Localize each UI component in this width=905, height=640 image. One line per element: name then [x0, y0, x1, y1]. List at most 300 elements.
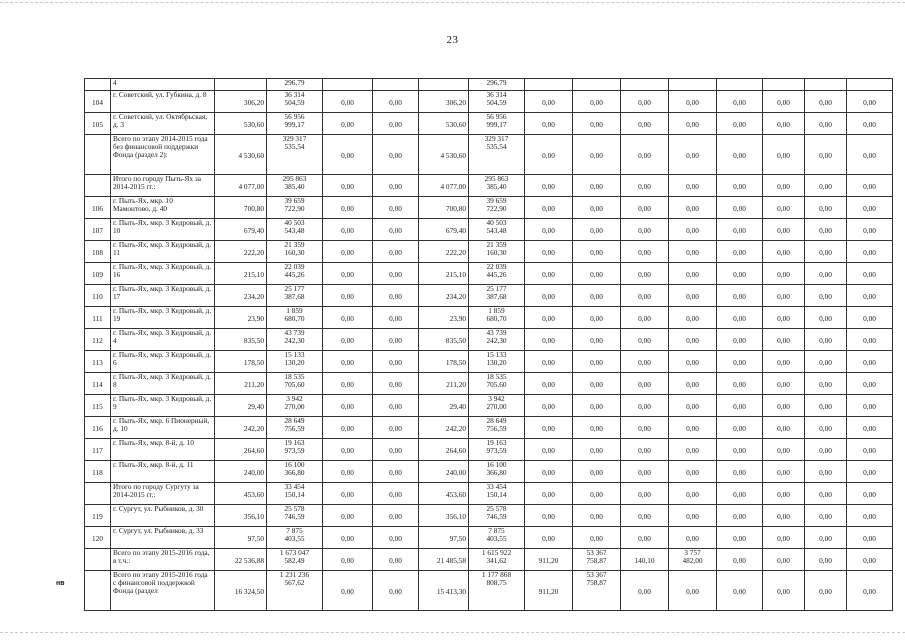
area2-cell: 234,20: [419, 285, 469, 307]
extra-cell: 0,00: [763, 307, 805, 329]
extra-cell: 0,00: [621, 135, 669, 175]
cost2-cell-line2: 270,00: [486, 402, 507, 412]
extra-cell: 0,00: [621, 175, 669, 197]
row-description: Итого по городу Сургуту за 2014-2015 гг.:: [111, 483, 215, 505]
extra-cell: 0,00: [763, 571, 805, 611]
extra-cell: 0,00: [525, 351, 573, 373]
cost2-cell-line1: 43 739: [486, 328, 507, 337]
cost2-cell-line1: 296,79: [486, 78, 507, 87]
extra-cell: 0,00: [669, 461, 717, 483]
budget-cell: 0,00: [373, 483, 419, 505]
budget-cell: [373, 79, 419, 91]
extra-cell: 0,00: [669, 135, 717, 175]
area-cell: 234,20: [215, 285, 267, 307]
scan-edge-bottom: [0, 632, 905, 633]
budget-cell: 0,00: [373, 351, 419, 373]
row-description: г. Пыть-Ях, мкр. 3 Кедровый, д. 11: [111, 241, 215, 263]
extra-cell: 0,00: [763, 219, 805, 241]
extra-cell: 0,00: [621, 461, 669, 483]
budget-cell: 0,00: [373, 219, 419, 241]
extra-cell: 0,00: [805, 373, 847, 395]
area2-cell: 21 485,58: [419, 549, 469, 571]
area-cell: 4 077,00: [215, 175, 267, 197]
row-number: 118: [85, 461, 111, 483]
table-row: [85, 373, 893, 395]
extra-cell: 0,00: [525, 417, 573, 439]
cost2-cell-line1: 33 454: [486, 482, 507, 491]
cost2-cell: [469, 91, 525, 113]
extra-cell: 0,00: [525, 91, 573, 113]
area-cell: 679,40: [215, 219, 267, 241]
cost-cell-line1: 7 875: [286, 526, 303, 535]
extra-cell: 0,00: [763, 527, 805, 549]
extra-cell: 0,00: [805, 175, 847, 197]
budget-cell: 0,00: [373, 417, 419, 439]
extra-cell: 0,00: [763, 461, 805, 483]
fund-cell: 0,00: [323, 549, 373, 571]
cost-cell: [267, 461, 323, 483]
extra-cell: 0,00: [621, 263, 669, 285]
extra-cell: 0,00: [805, 417, 847, 439]
table-row: [85, 549, 893, 571]
cost2-cell-line1: 28 649: [486, 416, 507, 425]
extra-cell: [805, 79, 847, 91]
budget-cell: 0,00: [373, 113, 419, 135]
row-number: 117: [85, 439, 111, 461]
extra-cell: 0,00: [763, 241, 805, 263]
extra-cell: 0,00: [717, 549, 763, 571]
extra-cell: 0,00: [669, 219, 717, 241]
extra-cell: 0,00: [669, 113, 717, 135]
extra-cell: 0,00: [847, 439, 893, 461]
table-row: [85, 91, 893, 113]
area2-cell: 240,00: [419, 461, 469, 483]
row-number: 104: [85, 91, 111, 113]
extra-cell: 0,00: [669, 483, 717, 505]
extra-cell: 0,00: [669, 439, 717, 461]
cost2-cell: [469, 505, 525, 527]
cost-cell-line2: 160,30: [284, 248, 305, 258]
extra-cell: 0,00: [805, 91, 847, 113]
cost2-cell: [469, 197, 525, 219]
table-body: [85, 79, 893, 611]
table-row: [85, 329, 893, 351]
extra-cell: 0,00: [573, 285, 621, 307]
extra-cell: 0,00: [805, 505, 847, 527]
table-row: [85, 461, 893, 483]
row-description: г. Сургут, ул. Рыбников, д. 30: [111, 505, 215, 527]
extra-cell: 0,00: [763, 135, 805, 175]
row-number: 109: [85, 263, 111, 285]
cost-cell-line2: 445,26: [284, 270, 305, 280]
cost2-cell-line1: 36 314: [486, 90, 507, 99]
cost2-cell-line1: 1 615 922: [481, 548, 512, 557]
fund-cell: 0,00: [323, 263, 373, 285]
cost-cell: [267, 417, 323, 439]
cost2-cell-line2: 242,30: [486, 336, 507, 346]
extra-cell-line: 758,87: [586, 578, 607, 588]
cost2-cell-line2: 150,14: [486, 490, 507, 500]
cost-cell-line2: 543,48: [284, 226, 305, 236]
extra-cell: 0,00: [669, 395, 717, 417]
cost-cell-line2: 582,49: [284, 556, 305, 566]
extra-cell: 0,00: [573, 505, 621, 527]
row-number: 105: [85, 113, 111, 135]
extra-cell: 911,20: [525, 549, 573, 571]
cost2-cell: [469, 439, 525, 461]
row-description: г. Пыть-Ях, мкр. 3 Кедровый, д. 8: [111, 373, 215, 395]
budget-cell: 0,00: [373, 461, 419, 483]
extra-cell: 0,00: [847, 505, 893, 527]
row-description: Итого по городу Пыть-Ях за 2014-2015 гг.:: [111, 175, 215, 197]
cost-cell-line2: 535,54: [284, 142, 305, 152]
row-description: г. Пыть-Ях, мкр. 3 Кедровый, д. 4: [111, 329, 215, 351]
extra-cell: 0,00: [847, 329, 893, 351]
cost2-cell-line2: 705,60: [486, 380, 507, 390]
extra-cell: 0,00: [621, 91, 669, 113]
area-cell: 453,60: [215, 483, 267, 505]
area2-cell: 530,60: [419, 113, 469, 135]
area-cell: 700,80: [215, 197, 267, 219]
extra-cell: 0,00: [621, 505, 669, 527]
extra-cell: 0,00: [573, 113, 621, 135]
cost-cell-line2: 403,55: [284, 534, 305, 544]
budget-cell: 0,00: [373, 197, 419, 219]
table-row: [85, 219, 893, 241]
cost2-cell-line2: 808,75: [486, 578, 507, 588]
extra-cell: 0,00: [847, 395, 893, 417]
area-cell: 29,40: [215, 395, 267, 417]
cost-cell-line1: 25 177: [284, 284, 305, 293]
fund-cell: 0,00: [323, 91, 373, 113]
row-description: г. Пыть-Ях, мкр. 3 Кедровый, д. 10: [111, 219, 215, 241]
area2-cell: 4 530,60: [419, 135, 469, 175]
cost2-cell-line2: 341,62: [486, 556, 507, 566]
budget-cell: 0,00: [373, 175, 419, 197]
cost2-cell: [469, 219, 525, 241]
extra-cell: 0,00: [805, 219, 847, 241]
cost-cell-line2: 504,59: [284, 98, 305, 108]
area-cell: 178,50: [215, 351, 267, 373]
cost2-cell-line2: 973,59: [486, 446, 507, 456]
fund-cell: 0,00: [323, 439, 373, 461]
extra-cell: 0,00: [805, 307, 847, 329]
extra-cell: 0,00: [669, 527, 717, 549]
extra-cell: 0,00: [847, 113, 893, 135]
extra-cell: 0,00: [717, 527, 763, 549]
extra-cell: 0,00: [717, 175, 763, 197]
extra-cell: [573, 571, 621, 611]
cost-cell-line2: 270,00: [284, 402, 305, 412]
fund-cell: 0,00: [323, 135, 373, 175]
table-row: [85, 439, 893, 461]
fund-cell: 0,00: [323, 285, 373, 307]
cost2-cell-line2: 746,59: [486, 512, 507, 522]
extra-cell: [847, 79, 893, 91]
extra-cell: 0,00: [669, 307, 717, 329]
cost-cell: [267, 219, 323, 241]
extra-cell: 0,00: [717, 285, 763, 307]
extra-cell: 0,00: [525, 527, 573, 549]
extra-cell: 0,00: [525, 505, 573, 527]
extra-cell: 0,00: [847, 285, 893, 307]
budget-cell: 0,00: [373, 263, 419, 285]
extra-cell: 0,00: [805, 549, 847, 571]
extra-cell: 0,00: [621, 113, 669, 135]
table-row: [85, 395, 893, 417]
extra-cell: [621, 79, 669, 91]
budget-cell: 0,00: [373, 527, 419, 549]
budget-cell: 0,00: [373, 135, 419, 175]
extra-cell: 0,00: [763, 549, 805, 571]
cost-cell: [267, 113, 323, 135]
area2-cell: 835,50: [419, 329, 469, 351]
cost-cell-line1: 1 859: [286, 306, 303, 315]
row-description: г. Пыть-Ях, мкр. 3 Кедровый, д. 16: [111, 263, 215, 285]
extra-cell: 0,00: [805, 113, 847, 135]
row-description: г. Пыть-Ях, мкр. 10 Мамонтово, д. 40: [111, 197, 215, 219]
extra-cell: 0,00: [847, 527, 893, 549]
area2-cell: 23,90: [419, 307, 469, 329]
cost-cell: [267, 483, 323, 505]
extra-cell: 0,00: [717, 373, 763, 395]
area2-cell: 215,10: [419, 263, 469, 285]
cost2-cell-line2: 680,70: [486, 314, 507, 324]
cost2-cell-line1: 7 875: [488, 526, 505, 535]
cost2-cell-line2: 387,68: [486, 292, 507, 302]
extra-cell: 0,00: [669, 285, 717, 307]
extra-cell: 0,00: [621, 241, 669, 263]
table-row: [85, 79, 893, 91]
extra-cell: 0,00: [805, 197, 847, 219]
row-number: 113: [85, 351, 111, 373]
extra-cell: [669, 79, 717, 91]
area-cell: 97,50: [215, 527, 267, 549]
area2-cell: 356,10: [419, 505, 469, 527]
extra-cell: 0,00: [763, 113, 805, 135]
cost2-cell-line2: 504,59: [486, 98, 507, 108]
extra-cell: 0,00: [763, 417, 805, 439]
extra-cell: 0,00: [573, 91, 621, 113]
extra-cell: 0,00: [763, 175, 805, 197]
cost-cell-line1: 43 739: [284, 328, 305, 337]
extra-cell: 0,00: [717, 91, 763, 113]
cost-cell: [267, 285, 323, 307]
budget-cell: 0,00: [373, 395, 419, 417]
row-number: [85, 175, 111, 197]
cost-cell: [267, 395, 323, 417]
area-cell: 22 536,88: [215, 549, 267, 571]
cost2-cell-line2: 535,54: [486, 142, 507, 152]
cost-cell-line2: 999,17: [284, 120, 305, 130]
cost2-cell-line1: 295 863: [484, 174, 509, 183]
extra-cell: 0,00: [847, 373, 893, 395]
fund-cell: 0,00: [323, 395, 373, 417]
table-row: [85, 527, 893, 549]
table-row: [85, 505, 893, 527]
extra-cell: 0,00: [717, 483, 763, 505]
row-number: 112: [85, 329, 111, 351]
extra-cell: 0,00: [847, 483, 893, 505]
cost2-cell-line1: 329 317: [484, 134, 509, 143]
area-cell: 4 530,60: [215, 135, 267, 175]
extra-cell: 0,00: [525, 483, 573, 505]
extra-cell: 0,00: [573, 219, 621, 241]
extra-cell: 0,00: [717, 461, 763, 483]
cost2-cell-line1: 16 100: [486, 460, 507, 469]
fund-cell: 0,00: [323, 351, 373, 373]
cost-cell: [267, 307, 323, 329]
area2-cell: [419, 79, 469, 91]
cost2-cell-line2: 756,59: [486, 424, 507, 434]
row-description: Всего по этапу 2015-2016 года с финансовой поддержкой Фонда (раздел: [111, 571, 215, 611]
cost2-cell-line1: 3 942: [488, 394, 505, 403]
cost2-cell: [469, 113, 525, 135]
cost-cell-line1: 18 535: [284, 372, 305, 381]
extra-cell: 0,00: [717, 135, 763, 175]
cost-cell-line1: 1 231 236: [279, 570, 310, 579]
cost2-cell: [469, 373, 525, 395]
cost-cell-line2: 130,20: [284, 358, 305, 368]
cost-cell: [267, 241, 323, 263]
extra-cell: 0,00: [669, 197, 717, 219]
row-number: [85, 483, 111, 505]
cost2-cell-line2: 999,17: [486, 120, 507, 130]
extra-cell-line: 482,00: [682, 556, 703, 566]
extra-cell: 0,00: [573, 351, 621, 373]
extra-cell: [717, 79, 763, 91]
extra-cell: 0,00: [573, 373, 621, 395]
cost-cell-line1: 16 100: [284, 460, 305, 469]
extra-cell: 0,00: [525, 197, 573, 219]
table-row: [85, 483, 893, 505]
row-number: 114: [85, 373, 111, 395]
extra-cell: 0,00: [847, 461, 893, 483]
extra-cell: 0,00: [573, 175, 621, 197]
extra-cell: 0,00: [847, 307, 893, 329]
extra-cell: 0,00: [621, 483, 669, 505]
row-description: г. Пыть-Ях, мкр. 3 Кедровый, д. 9: [111, 395, 215, 417]
cost2-cell: [469, 483, 525, 505]
table-row: [85, 571, 893, 611]
cost-cell: [267, 197, 323, 219]
data-table: [84, 78, 893, 611]
row-number: 120: [85, 527, 111, 549]
area-cell: 23,90: [215, 307, 267, 329]
extra-cell: [669, 549, 717, 571]
extra-cell: 0,00: [525, 439, 573, 461]
cost-cell: [267, 175, 323, 197]
extra-cell: 0,00: [805, 461, 847, 483]
extra-cell: 0,00: [573, 263, 621, 285]
extra-cell: 0,00: [847, 549, 893, 571]
extra-cell: 0,00: [805, 439, 847, 461]
extra-cell: 0,00: [669, 329, 717, 351]
row-number: [85, 571, 111, 611]
area2-cell: 264,60: [419, 439, 469, 461]
cost-cell-line2: 567,62: [284, 578, 305, 588]
cost-cell-line1: 1 673 047: [279, 548, 310, 557]
area2-cell: 222,20: [419, 241, 469, 263]
extra-cell: 0,00: [805, 135, 847, 175]
cost-cell: [267, 505, 323, 527]
area-cell: 306,20: [215, 91, 267, 113]
budget-cell: 0,00: [373, 91, 419, 113]
table-row: [85, 241, 893, 263]
fund-cell: 0,00: [323, 113, 373, 135]
fund-cell: 0,00: [323, 483, 373, 505]
extra-cell: 0,00: [763, 483, 805, 505]
row-number: [85, 549, 111, 571]
row-number: [85, 79, 111, 91]
cost2-cell-line1: 25 578: [486, 504, 507, 513]
area-cell: 530,60: [215, 113, 267, 135]
extra-cell: 0,00: [621, 571, 669, 611]
extra-cell: 0,00: [573, 527, 621, 549]
row-description: 4: [111, 79, 215, 91]
row-description: г. Сургут, ул. Рыбников, д. 33: [111, 527, 215, 549]
extra-cell: 0,00: [717, 307, 763, 329]
extra-cell: 0,00: [847, 219, 893, 241]
extra-cell: 0,00: [573, 307, 621, 329]
area2-cell: 178,50: [419, 351, 469, 373]
extra-cell: 0,00: [573, 483, 621, 505]
extra-cell: 0,00: [669, 241, 717, 263]
cost2-cell-line2: 385,40: [486, 182, 507, 192]
cost2-cell-line2: 160,30: [486, 248, 507, 258]
extra-cell: 0,00: [805, 571, 847, 611]
extra-cell: 0,00: [805, 285, 847, 307]
extra-cell: 0,00: [763, 505, 805, 527]
extra-cell: 0,00: [573, 417, 621, 439]
cost-cell: [267, 135, 323, 175]
cost2-cell: [469, 527, 525, 549]
cost2-cell: [469, 329, 525, 351]
cost2-cell-line1: 22 039: [486, 262, 507, 271]
extra-cell: 0,00: [621, 373, 669, 395]
cost2-cell: [469, 395, 525, 417]
extra-cell: 0,00: [525, 263, 573, 285]
area2-cell: 679,40: [419, 219, 469, 241]
row-description: г. Пыть-Ях, мкр. 8-й, д. 10: [111, 439, 215, 461]
table-row: [85, 113, 893, 135]
extra-cell: 0,00: [717, 439, 763, 461]
extra-cell: [763, 79, 805, 91]
fund-cell: 0,00: [323, 329, 373, 351]
extra-cell: 0,00: [525, 373, 573, 395]
row-description: г. Пыть-Ях, мкр. 3 Кедровый, д. 17: [111, 285, 215, 307]
cost-cell: [267, 571, 323, 611]
cost2-cell-line1: 21 359: [486, 240, 507, 249]
cost2-cell-line2: 445,26: [486, 270, 507, 280]
cost2-cell: [469, 79, 525, 91]
area-cell: 222,20: [215, 241, 267, 263]
cost-cell-line2: 722,90: [284, 204, 305, 214]
extra-cell: 0,00: [621, 307, 669, 329]
area2-cell: 29,40: [419, 395, 469, 417]
extra-cell: 140,10: [621, 549, 669, 571]
area2-cell: 242,20: [419, 417, 469, 439]
cost-cell: [267, 439, 323, 461]
table-row: [85, 197, 893, 219]
cost2-cell-line1: 39 659: [486, 196, 507, 205]
cost-cell-line1: 15 133: [284, 350, 305, 359]
area-cell: [215, 79, 267, 91]
cost2-cell-line2: 403,55: [486, 534, 507, 544]
fund-cell: 0,00: [323, 527, 373, 549]
extra-cell: 0,00: [763, 263, 805, 285]
extra-cell: 0,00: [573, 241, 621, 263]
